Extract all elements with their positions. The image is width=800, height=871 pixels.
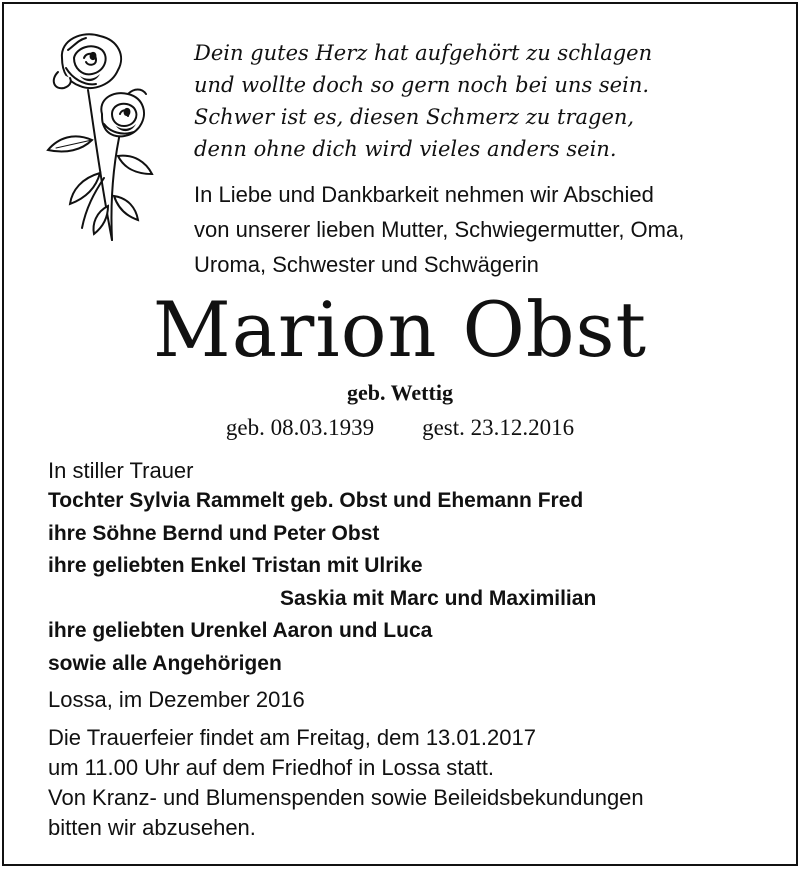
deceased-name: Marion Obst <box>152 285 648 374</box>
service-line: bitten wir abzusehen. <box>48 815 256 840</box>
mourning-label: In stiller Trauer <box>48 458 194 483</box>
service-line: um 11.00 Uhr auf dem Friedhof in Lossa statt. <box>48 755 494 780</box>
mourner-line: ihre Söhne Bernd und Peter Obst <box>48 521 380 545</box>
poem-line: Schwer ist es, diesen Schmerz zu tragen, <box>194 105 635 129</box>
intro-line: In Liebe und Dankbarkeit nehmen wir Abschied <box>194 182 654 207</box>
obituary-notice <box>2 2 798 866</box>
mourner-line: sowie alle Angehörigen <box>48 651 282 675</box>
mourner-line: ihre geliebten Enkel Tristan mit Ulrike <box>48 554 423 577</box>
poem-line: denn ohne dich wird vieles anders sein. <box>194 137 617 161</box>
mourners-list <box>48 485 768 680</box>
intro-line: Uroma, Schwester und Schwägerin <box>194 252 539 277</box>
birth-name: geb. Wettig <box>347 380 453 405</box>
birth-date: geb. 08.03.1939 <box>225 415 375 440</box>
service-line: Von Kranz- und Blumenspenden sowie Beileidsbekundungen <box>48 785 644 810</box>
place-date: Lossa, im Dezember 2016 <box>48 687 305 712</box>
poem <box>194 37 774 165</box>
death-date: gest. 23.12.2016 <box>422 415 575 440</box>
mourner-line: Saskia mit Marc und Maximilian <box>280 586 597 610</box>
farewell-intro <box>194 177 784 282</box>
mourner-line: ihre geliebten Urenkel Aaron und Luca <box>48 619 433 642</box>
intro-line: von unserer lieben Mutter, Schwiegermutter, Oma, <box>194 217 685 242</box>
life-dates <box>4 413 796 443</box>
poem-line: Dein gutes Herz hat aufgehört zu schlagen <box>194 41 653 65</box>
poem-line: und wollte doch so gern noch bei uns sein. <box>194 73 650 97</box>
service-line: Die Trauerfeier findet am Freitag, dem 13.01.2017 <box>48 725 536 750</box>
mourner-line: Tochter Sylvia Rammelt geb. Obst und Ehemann Fred <box>48 489 584 512</box>
rose-illustration-icon <box>38 28 156 246</box>
service-details <box>48 723 778 843</box>
